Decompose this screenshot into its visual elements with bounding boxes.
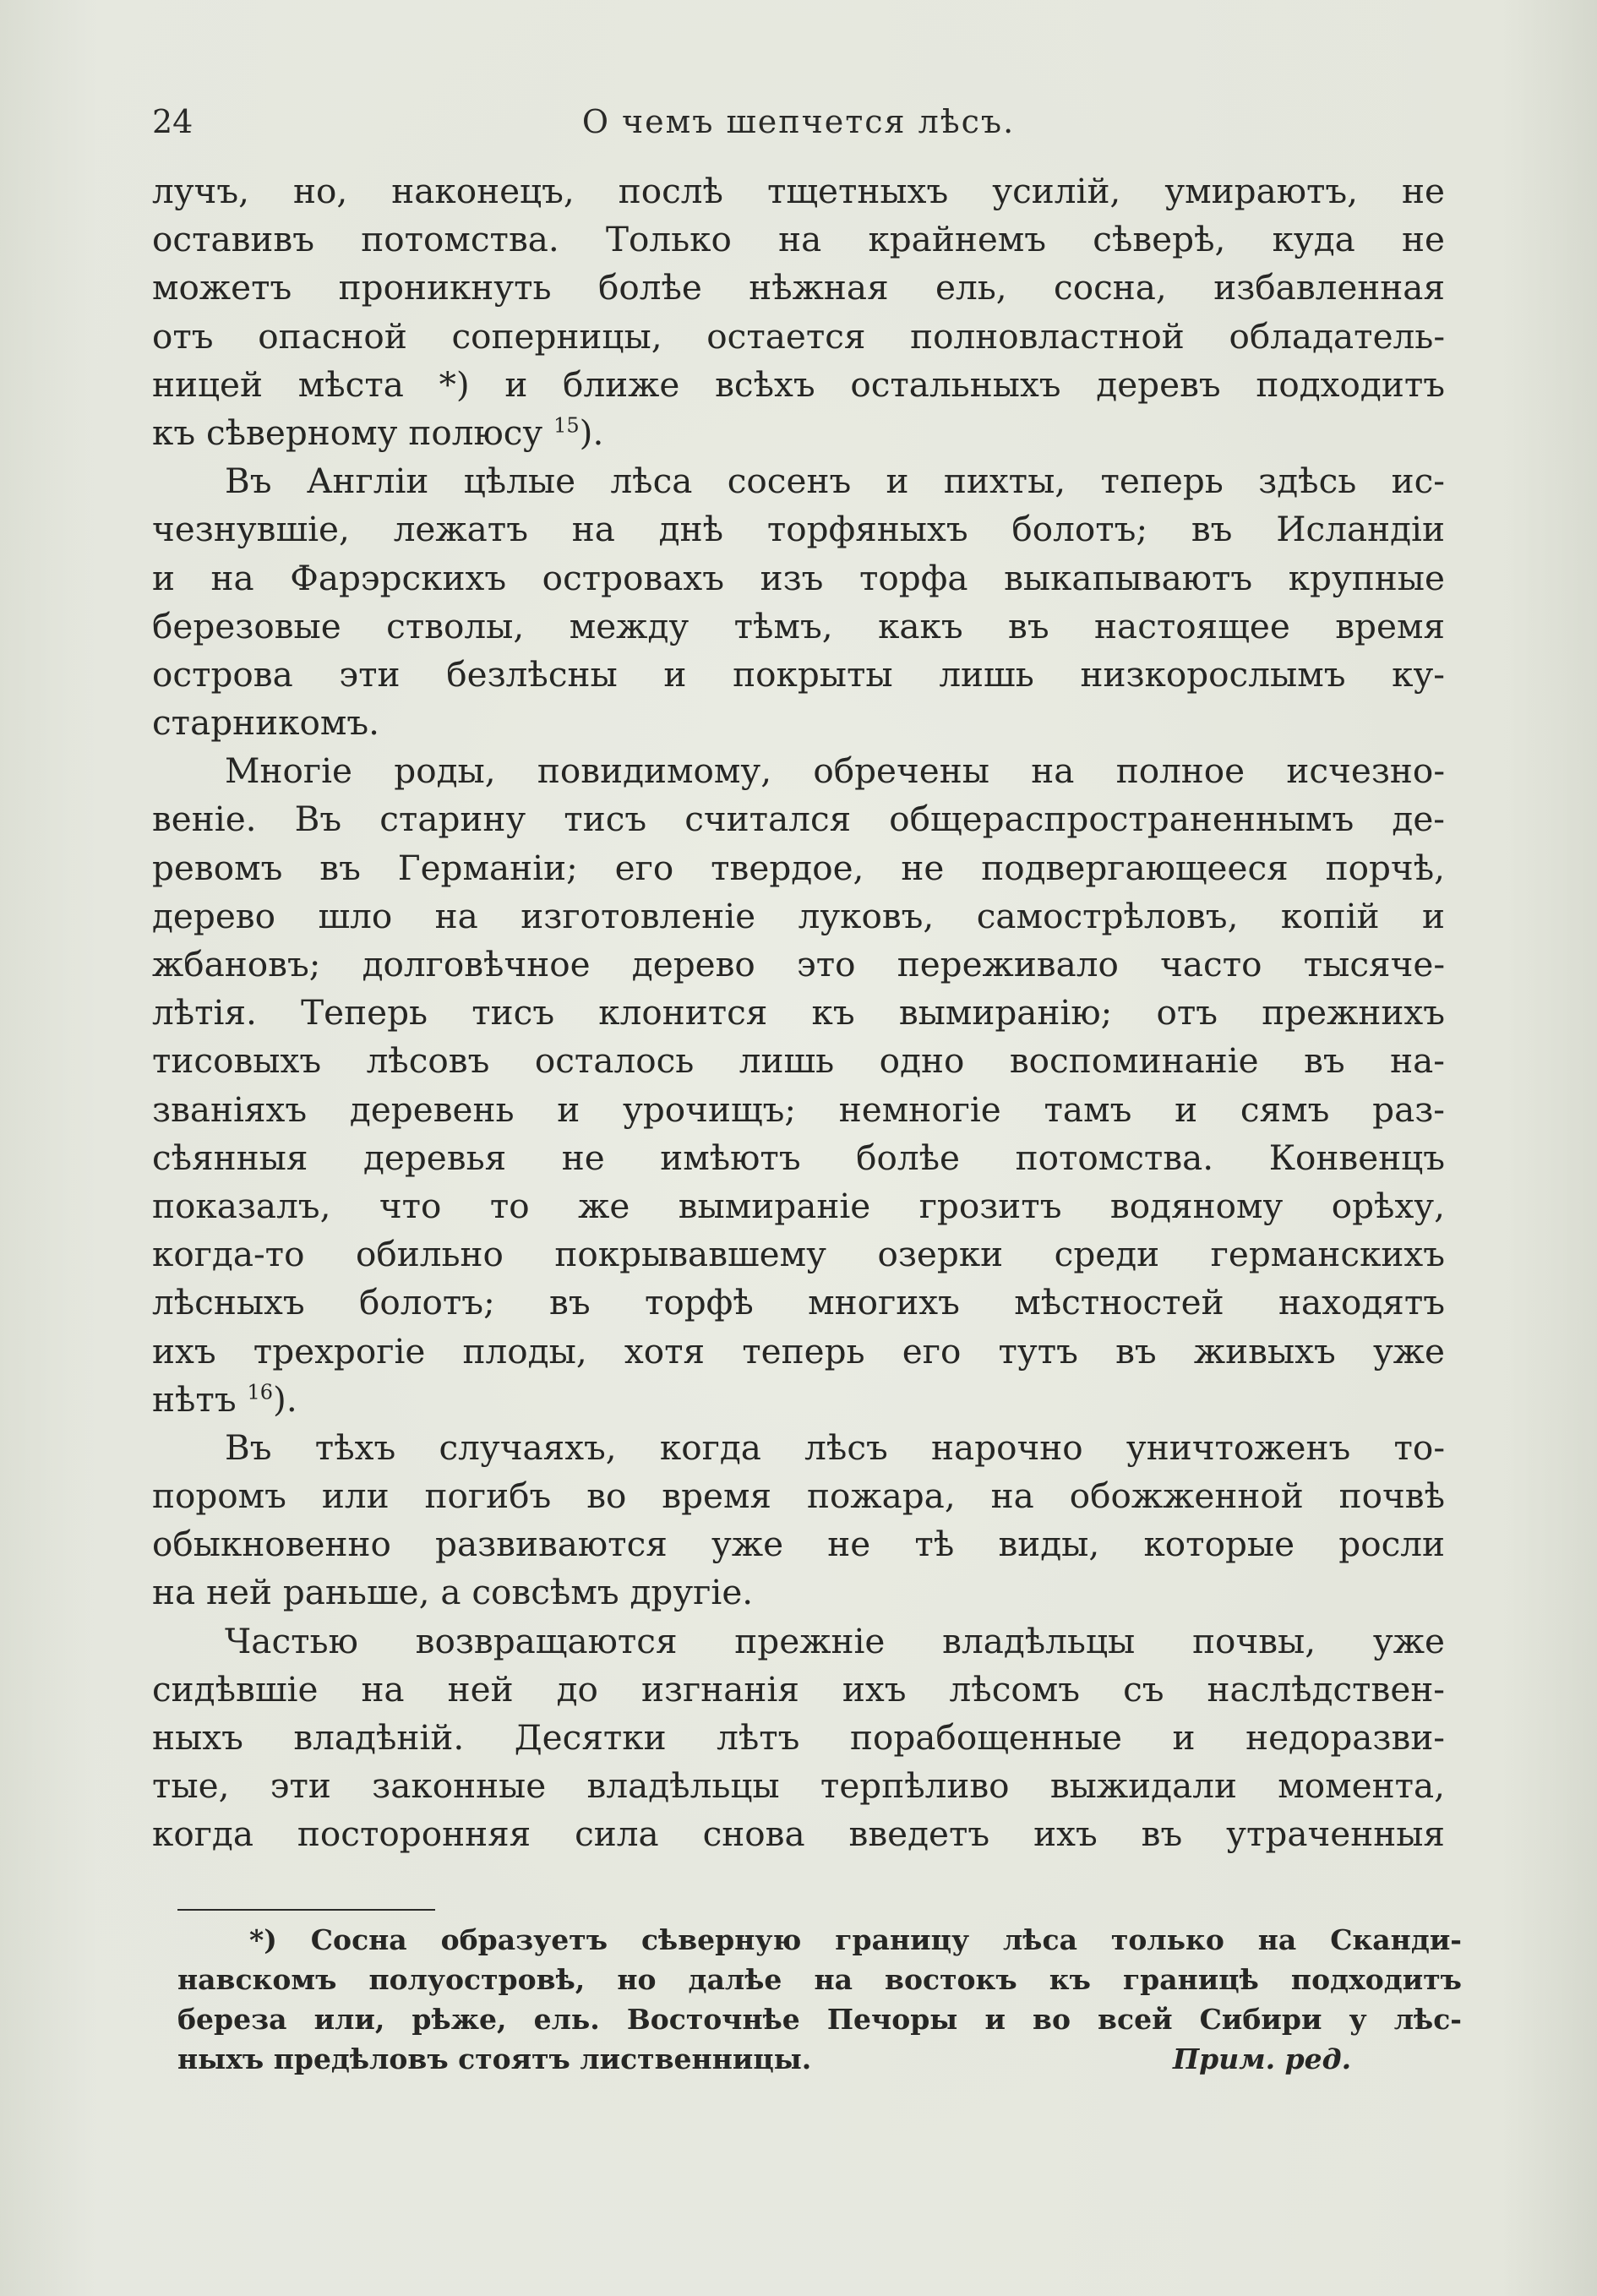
text-line: чезнувшіе, лежатъ на днѣ торфяныхъ болотъ; въ Исландіи: [152, 509, 1445, 550]
running-title: О чемъ шепчется лѣсъ.: [581, 103, 1016, 140]
paragraph: [152, 167, 1445, 457]
text-line: жбановъ; долговѣчное дерево это переживало часто тысяче-: [152, 944, 1445, 984]
footnote-line: береза или, рѣже, ель. Восточнѣе Печоры и во всей Сибири у лѣс-: [177, 2003, 1462, 2036]
text-line: березовые стволы, между тѣмъ, какъ въ настоящее время: [152, 605, 1445, 646]
text-line: Въ тѣхъ случаяхъ, когда лѣсъ нарочно уничтоженъ то-: [225, 1426, 1445, 1468]
text-line: сидѣвшіе на ней до изгнанія ихъ лѣсомъ съ наслѣдствен-: [152, 1668, 1445, 1710]
text-line: когда посторонняя сила снова введетъ ихъ въ утраченныя: [152, 1813, 1445, 1855]
footnote-line: [177, 2039, 1462, 2079]
text-line: [152, 1376, 1445, 1424]
text-line: Въ Англіи цѣлые лѣса сосенъ и пихты, теперь здѣсь ис-: [225, 461, 1445, 502]
footnote-divider: [177, 1909, 435, 1911]
text-line: отъ опасной соперницы, остается полновластной обладатель-: [152, 315, 1445, 357]
text-line: лучъ, но, наконецъ, послѣ тщетныхъ усилій, умираютъ, не: [152, 171, 1445, 211]
text-fragment: ).: [273, 1378, 297, 1420]
running-head: [152, 103, 1445, 154]
text-line: и на Фарэрскихъ островахъ изъ торфа выкапываютъ крупные: [152, 557, 1445, 598]
text-line: ныхъ владѣній. Десятки лѣтъ порабощенные и недоразви-: [152, 1717, 1445, 1758]
text-line: когда-то обильно покрывавшему озерки среди германскихъ: [152, 1234, 1445, 1275]
text-line: сѣянныя деревья не имѣютъ болѣе потомства. Конвенцъ: [152, 1137, 1445, 1178]
text-line: ницей мѣста *) и ближе всѣхъ остальныхъ деревъ подходитъ: [152, 363, 1445, 405]
paragraph: [152, 747, 1445, 1424]
text-line: старникомъ.: [152, 702, 379, 744]
text-line: обыкновенно развиваются уже не тѣ виды, которые росли: [152, 1524, 1445, 1565]
text-line: [152, 409, 1445, 457]
text-line: веніе. Въ старину тисъ считался общераспространеннымъ де-: [152, 799, 1445, 840]
note-reference: 16: [247, 1380, 274, 1404]
footnote-text: ныхъ предѣловъ стоятъ лиственницы.: [177, 2042, 812, 2075]
page-number: 24: [152, 103, 193, 140]
text-line: показалъ, что то же вымираніе грозитъ водяному орѣху,: [152, 1185, 1445, 1226]
body-text: [152, 167, 1445, 1859]
text-line: поромъ или погибъ во время пожара, на обожженной почвѣ: [152, 1475, 1445, 1517]
text-line: лѣсныхъ болотъ; въ торфѣ многихъ мѣстностей находятъ: [152, 1282, 1445, 1323]
text-line: званіяхъ деревень и урочищъ; немногіе тамъ и сямъ раз-: [152, 1088, 1445, 1130]
text-line: тые, эти законные владѣльцы терпѣливо выжидали момента,: [152, 1765, 1445, 1807]
paragraph: [152, 1424, 1445, 1617]
text-fragment: нѣтъ: [152, 1378, 237, 1420]
footnote: [177, 1920, 1462, 2079]
footnote-line: *) Сосна образуетъ сѣверную границу лѣса только на Сканди-: [249, 1923, 1462, 1956]
text-line: Многіе роды, повидимому, обречены на полное исчезно-: [225, 750, 1445, 792]
editor-note: Прим. ред.: [1173, 2042, 1352, 2075]
text-fragment: къ сѣверному полюсу: [152, 412, 543, 453]
note-reference: 15: [553, 413, 580, 438]
text-line: острова эти безлѣсны и покрыты лишь низкорослымъ ку-: [152, 653, 1445, 695]
paragraph: [152, 457, 1445, 747]
text-line: дерево шло на изготовленіе луковъ, самострѣловъ, копій и: [152, 895, 1445, 936]
text-line: можетъ проникнуть болѣе нѣжная ель, сосна, избавленная: [152, 267, 1445, 308]
text-line: ихъ трехрогіе плоды, хотя теперь его тутъ въ живыхъ уже: [152, 1330, 1445, 1372]
text-line: ревомъ въ Германіи; его твердое, не подвергающееся порчѣ,: [152, 847, 1445, 888]
text-fragment: ).: [579, 412, 604, 453]
text-line: лѣтія. Теперь тисъ клонится къ вымиранію; отъ прежнихъ: [152, 992, 1445, 1033]
text-line: Частью возвращаются прежніе владѣльцы почвы, уже: [225, 1620, 1445, 1661]
text-line: на ней раньше, а совсѣмъ другіе.: [152, 1572, 754, 1613]
text-line: тисовыхъ лѣсовъ осталось лишь одно воспоминаніе въ на-: [152, 1040, 1445, 1082]
footnote-line: навскомъ полуостровѣ, но далѣе на востокъ къ границѣ подходитъ: [177, 1963, 1462, 1996]
text-line: оставивъ потомства. Только на крайнемъ сѣверѣ, куда не: [152, 219, 1445, 260]
paragraph: [152, 1617, 1445, 1859]
